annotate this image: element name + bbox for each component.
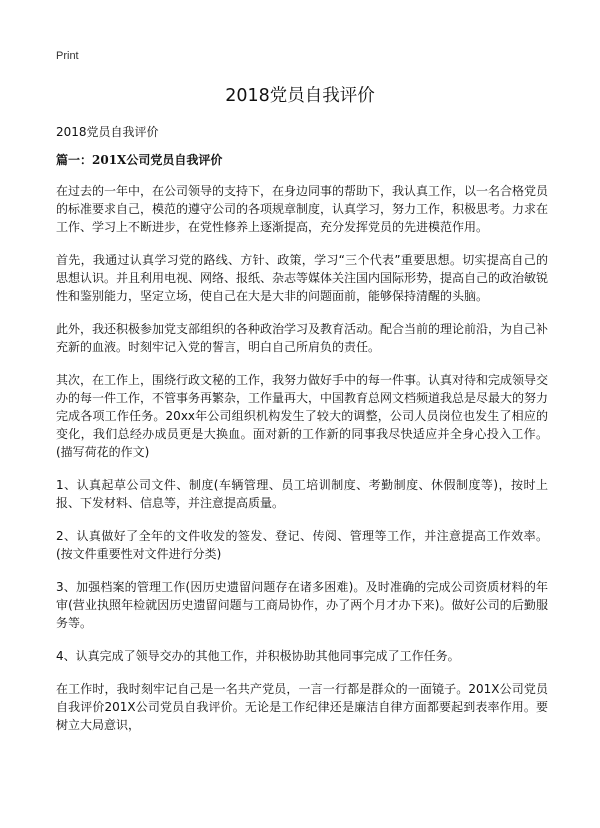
paragraph: 在工作时，我时刻牢记自己是一名共产党员，一言一行都是群众的一面镜子。201X公司党员自我评价201X公司党员自我评价。无论是工作纪律还是廉洁自律方面都要起到表率作用。要树立大局意识， [56,682,548,732]
document-title: 2018党员自我评价 [225,86,375,106]
paragraph: 此外，我还积极参加党支部组织的各种政治学习及教育活动。配合当前的理论前沿，为自己补充新的血液。时刻牢记入党的誓言，明白自己所肩负的责任。 [56,322,549,354]
paragraph: 在过去的一年中，在公司领导的支持下，在身边同事的帮助下，我认真工作，以一名合格党员的标准要求自己，模范的遵守公司的各项规章制度，认真学习，努力工作，积极思考。力求在工作、学习上不断进步，在党性修养上逐渐提高，充分发挥党员的先进模范作用。 [56,184,549,234]
list-item: 2、认真做好了全年的文件收发的签发、登记、传阅、管理等工作，并注意提高工作效率。(按文件重要性对文件进行分类) [56,529,548,561]
section-heading: 篇一：201X公司党员自我评价 [56,153,223,167]
print-link[interactable]: Print [56,50,79,62]
paragraph: 其次，在工作上，围绕行政文秘的工作，我努力做好手中的每一件事。认真对待和完成领导交办的每一件工作，不管事务再繁杂，工作量再大，中国教育总网文档频道我总是尽最大的努力完成各项工作任务。20xx年公司组织机构发生了较大的调整，公司人员岗位也发生了相应的变化，我们总经办成员更是大换血。面对新的工作新的同事我尽快适应并全身心投入工作。(描写荷花的作文) [56,373,549,459]
list-item: 4、认真完成了领导交办的其他工作，并积极协助其他同事完成了工作任务。 [56,649,460,663]
paragraph: 首先，我通过认真学习党的路线、方针、政策，学习“三个代表”重要思想。切实提高自己的思想认识。并且利用电视、网络、报纸、杂志等媒体关注国内国际形势，提高自己的政治敏锐性和鉴别能力，坚定立场，使自己在大是大非的问题面前，能够保持清醒的头脑。 [56,253,549,303]
list-item: 1、认真起草公司文件、制度(车辆管理、员工培训制度、考勤制度、休假制度等)，按时上报、下发材料、信息等，并注意提高质量。 [56,478,548,510]
list-item: 3、加强档案的管理工作(因历史遗留问题存在诸多困难)。及时准确的完成公司资质材料的年审(营业执照年检就因历史遗留问题与工商局协作，办了两个月才办下来)。做好公司的后勤服务等。 [56,580,548,630]
document-subtitle: 2018党员自我评价 [56,125,159,139]
document-body [56,182,548,734]
